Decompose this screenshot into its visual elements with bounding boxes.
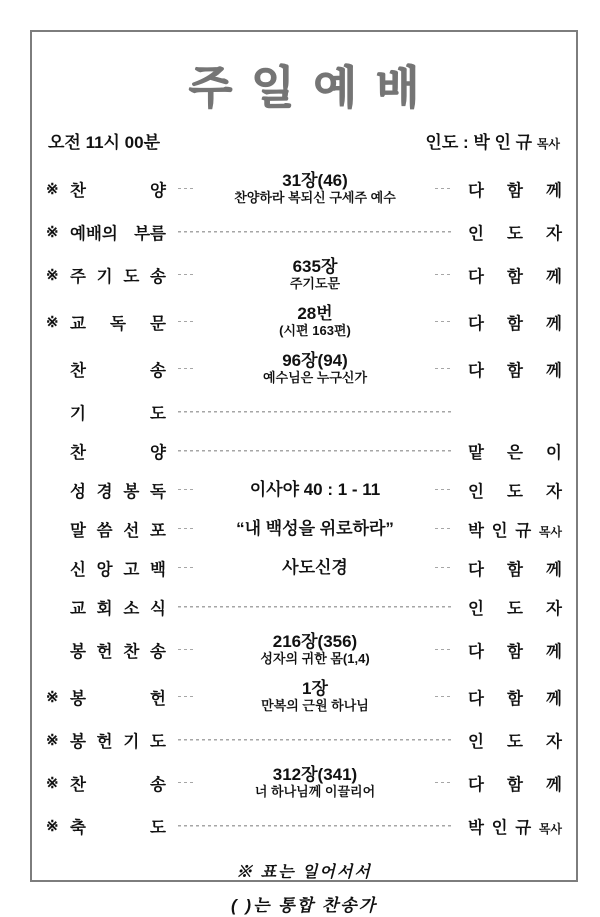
service-row [46, 626, 562, 673]
performer-label: 다 함 께 [468, 181, 562, 200]
service-row [46, 345, 562, 392]
performer-label: 인 도 자 [468, 224, 562, 243]
service-row [46, 470, 562, 509]
hymn-info [209, 765, 421, 799]
dotted-leader [178, 231, 454, 233]
dotted-leader [178, 606, 454, 608]
dotted-leader [435, 187, 452, 189]
dotted-leader [178, 825, 454, 827]
hymn-title: 예수님은 누구신가 [262, 369, 368, 385]
row-middle [166, 632, 468, 666]
row-middle [166, 171, 468, 205]
dotted-leader [178, 527, 195, 529]
dotted-leader [178, 739, 454, 741]
row-middle [166, 606, 468, 608]
dotted-leader [435, 566, 452, 568]
dotted-leader [178, 411, 454, 413]
service-row [46, 165, 562, 212]
service-row [46, 298, 562, 345]
row-middle [166, 558, 468, 578]
service-item-label: 기 도 [70, 404, 166, 423]
dotted-leader [435, 781, 452, 783]
dotted-leader [178, 781, 195, 783]
service-item-label: 말 씀 선 포 [70, 521, 166, 540]
service-item-label: 교 독 문 [70, 314, 166, 333]
hymn-info [209, 257, 421, 291]
service-leader-title: 목사 [536, 137, 560, 151]
performer-label: 인 도 자 [468, 732, 562, 751]
service-row [46, 806, 562, 845]
performer-label: 다 함 께 [468, 642, 562, 661]
dotted-leader [435, 527, 452, 529]
bulletin-page [30, 30, 578, 915]
dotted-leader [178, 450, 454, 452]
hymn-number: “내 백성을 위로하라” [236, 518, 394, 538]
service-item-label: 주 기 도 송 [70, 267, 166, 286]
service-row [46, 673, 562, 720]
service-item-label: 찬 양 [70, 181, 166, 200]
footer-notes [46, 859, 562, 916]
hymn-info [209, 632, 421, 666]
hymn-number: 312장(341) [272, 765, 358, 785]
row-middle [166, 411, 468, 413]
service-item-label: 축 도 [70, 818, 166, 837]
hymn-number: 635장 [292, 257, 338, 277]
hymn-title: (시편 163편) [279, 322, 351, 338]
performer-label: 다 함 께 [468, 361, 562, 380]
stand-marker: ※ [46, 817, 59, 835]
hymn-number: 1장 [302, 679, 328, 699]
hymn-info [209, 519, 421, 539]
service-item-label: 찬 송 [70, 361, 166, 380]
stand-marker: ※ [46, 313, 59, 331]
service-row [46, 720, 562, 759]
page-title [46, 60, 562, 116]
service-order-list [46, 165, 562, 845]
service-item-label: 봉 헌 찬 송 [70, 642, 166, 661]
row-middle [166, 231, 468, 233]
dotted-leader [178, 273, 195, 275]
footer-note-hymnal: ( )는 통합 찬송가 [230, 896, 378, 915]
service-leader [425, 128, 560, 153]
row-middle [166, 480, 468, 500]
performer-label: 다 함 께 [468, 689, 562, 708]
performer-label: 박 인 규 목사 [468, 818, 562, 837]
performer-label: 다 함 께 [468, 267, 562, 286]
hymn-number: 216장(356) [272, 632, 358, 652]
dotted-leader [435, 695, 452, 697]
service-item-label: 찬 양 [70, 443, 166, 462]
service-row [46, 548, 562, 587]
service-item-label: 교 회 소 식 [70, 599, 166, 618]
hymn-info [209, 351, 421, 385]
hymn-number: 31장(46) [282, 171, 348, 191]
performer-label: 다 함 께 [468, 560, 562, 579]
performer-label: 맡 은 이 [468, 443, 562, 462]
hymn-number: 28번 [297, 304, 333, 324]
service-row [46, 587, 562, 626]
row-middle [166, 304, 468, 338]
hymn-title: 만복의 근원 하나님 [261, 697, 369, 713]
hymn-title: 찬양하라 복되신 구세주 예수 [234, 189, 396, 205]
row-middle [166, 519, 468, 539]
service-row [46, 212, 562, 251]
hymn-title: 너 하나님께 이끌리어 [254, 783, 376, 799]
dotted-leader [178, 695, 195, 697]
service-row [46, 509, 562, 548]
hymn-info [209, 480, 421, 500]
row-middle [166, 351, 468, 385]
hymn-number: 96장(94) [282, 351, 348, 371]
performer-label: 인 도 자 [468, 599, 562, 618]
hymn-title: 성자의 귀한 몸(1,4) [260, 650, 370, 666]
service-item-label: 신 앙 고 백 [70, 560, 166, 579]
hymn-info [209, 171, 421, 205]
hymn-title: 주기도문 [289, 275, 341, 291]
hymn-info [209, 558, 421, 578]
dotted-leader [435, 488, 452, 490]
page-title-text: 주일예배 [188, 62, 439, 113]
performer-label: 다 함 께 [468, 314, 562, 333]
hymn-number: 이사야 40 : 1 - 11 [249, 479, 381, 499]
dotted-leader [178, 187, 195, 189]
row-middle [166, 825, 468, 827]
hymn-number: 사도신경 [282, 557, 348, 577]
service-item-label: 성 경 봉 독 [70, 482, 166, 501]
performer-label: 인 도 자 [468, 482, 562, 501]
hymn-info [209, 679, 421, 713]
row-middle [166, 765, 468, 799]
dotted-leader [178, 488, 195, 490]
performer-label: 박 인 규 목사 [468, 521, 562, 540]
footer-note-stand: ※ 표는 일어서서 [236, 864, 372, 881]
performer-title: 목사 [538, 821, 562, 836]
stand-marker: ※ [46, 731, 59, 749]
stand-marker: ※ [46, 266, 59, 284]
row-middle [166, 257, 468, 291]
dotted-leader [178, 367, 195, 369]
stand-marker: ※ [46, 774, 59, 792]
stand-marker: ※ [46, 180, 59, 198]
service-row [46, 392, 562, 431]
row-middle [166, 739, 468, 741]
dotted-leader [178, 648, 195, 650]
service-header [46, 128, 562, 153]
stand-marker: ※ [46, 223, 59, 241]
dotted-leader [435, 367, 452, 369]
dotted-leader [435, 320, 452, 322]
service-item-label: 봉 헌 [70, 689, 166, 708]
dotted-leader [435, 648, 452, 650]
dotted-leader [178, 320, 195, 322]
service-leader-name: 인도 : 박 인 규 [425, 133, 533, 152]
row-middle [166, 679, 468, 713]
service-row [46, 251, 562, 298]
dotted-leader [178, 566, 195, 568]
service-item-label: 봉 헌 기 도 [70, 732, 166, 751]
service-item-label: 예배의 부름 [70, 224, 166, 243]
dotted-leader [435, 273, 452, 275]
service-row [46, 431, 562, 470]
row-middle [166, 450, 468, 452]
service-item-label: 찬 송 [70, 775, 166, 794]
stand-marker: ※ [46, 688, 59, 706]
service-row [46, 759, 562, 806]
hymn-info [209, 304, 421, 338]
performer-title: 목사 [538, 524, 562, 539]
service-time: 오전 11시 00분 [48, 133, 161, 152]
performer-label: 다 함 께 [468, 775, 562, 794]
